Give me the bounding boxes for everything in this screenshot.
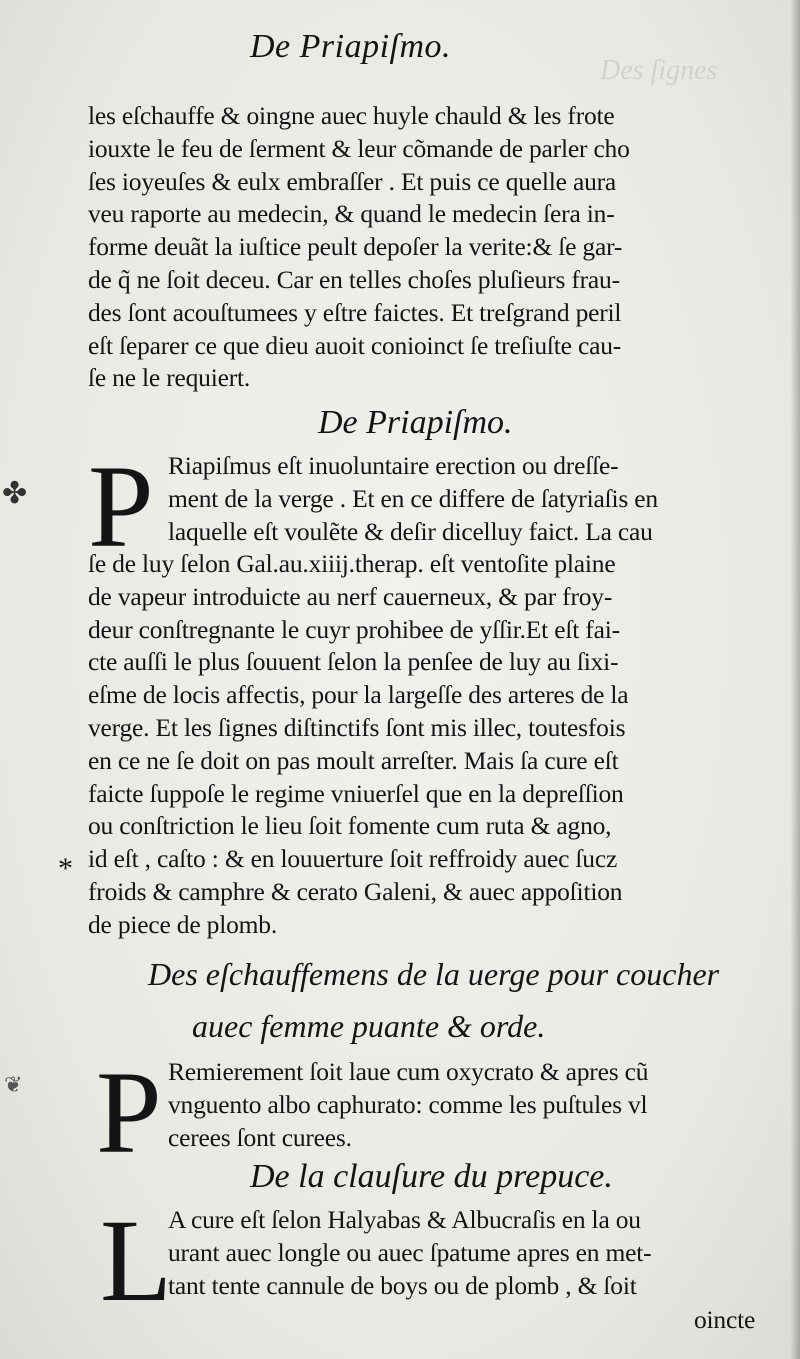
text-line: cte auſſi le plus ſouuent ſelon la penſee de luy au ſixi- xyxy=(88,647,619,677)
drop-capital: P xyxy=(88,441,154,572)
text-line: tant tente cannule de boys ou de plomb , & ſoit xyxy=(168,1270,637,1300)
section-1-body xyxy=(88,548,778,942)
text-line: les eſchauffe & oingne auec huyle chauld & les frote xyxy=(88,101,615,130)
catchword: oincte xyxy=(694,1305,756,1334)
text-line: veu raporte au medecin, & quand le medecin ſera in- xyxy=(88,199,615,229)
text-line: ſe ne le requiert. xyxy=(88,363,251,393)
text-line: Remierement ſoit laue cum oxycrato & apres cũ xyxy=(168,1057,649,1086)
text-line: faicte ſuppoſe le regime vniuerſel que en la depreſſion xyxy=(88,778,624,808)
text-line: urant auec longle ou auec ſpatume apres en met- xyxy=(168,1237,652,1267)
text-line: de piece de plomb. xyxy=(88,909,277,939)
text-line: vnguento albo caphurato: comme les puſtules vl xyxy=(168,1089,648,1119)
text-line: de q̃ ne ſoit deceu. Car en telles choſes pluſieurs frau- xyxy=(88,264,620,294)
text-line: froids & camphre & cerato Galeni, & auec appoſition xyxy=(88,876,623,906)
text-line: deur conſtregnante le cuyr prohibee de yſſir.Et eſt fai- xyxy=(88,614,620,644)
text-line: ſes ioyeuſes & eulx embraſſer . Et puis ce quelle aura xyxy=(88,166,617,196)
asterisk-mark: * xyxy=(58,852,73,885)
dropcap-lines xyxy=(168,1204,778,1302)
section-title: De Priapiſmo. xyxy=(318,404,513,441)
text-line: A cure eſt ſelon Halyabas & Albucraſis en la ou xyxy=(168,1205,641,1234)
text-line: ſe de luy ſelon Gal.au.xiiij.therap. eſt ventoſite plaine xyxy=(88,549,616,578)
show-through-text: Des ſignes xyxy=(600,55,718,86)
text-line: en ce ne ſe doit on pas moult arreſter. Mais ſa cure eſt xyxy=(88,745,619,775)
section-title: auec femme puante & orde. xyxy=(192,1008,546,1044)
text-line: iouxte le feu de ſerment & leur cõmande de parler cho xyxy=(88,133,630,163)
text-line: laquelle eſt voulẽte & deſir dicelluy faict. La cau xyxy=(168,516,653,546)
drop-capital: P xyxy=(96,1047,162,1178)
dropcap-lines xyxy=(168,1056,778,1154)
text-line: Riapiſmus eſt inuoluntaire erection ou dreſſe- xyxy=(168,451,619,480)
page-edge-shadow xyxy=(790,0,800,1359)
text-line: eſt ſeparer ce que dieu auoit conioinct ſe treſiuſte cau- xyxy=(88,330,622,360)
text-line: ou conſtriction le lieu ſoit fomente cum ruta & agno, xyxy=(88,811,612,841)
text-line: eſme de locis affectis, pour la largeſſe des arteres de la xyxy=(88,680,629,710)
paragraph-1 xyxy=(88,100,778,395)
section-title: De la clauſure du prepuce. xyxy=(250,1158,613,1195)
ornament-icon: ❦ xyxy=(4,1072,23,1097)
text-line: ment de la verge . Et en ce differe de ſatyriaſis en xyxy=(168,483,658,513)
drop-capital: L xyxy=(100,1195,173,1326)
text-line: id eſt , caſto : & en louuerture ſoit reffroidy auec ſucz xyxy=(88,844,618,874)
flower-ornament-icon: ✤ xyxy=(2,477,28,510)
text-line: forme deuãt la iuſtice peult depoſer la verite:& ſe gar- xyxy=(88,232,623,262)
running-head: De Priapiſmo. xyxy=(250,28,452,65)
text-line: des ſont acouſtumees y eſtre faictes. Et treſgrand peril xyxy=(88,297,622,327)
text-line: verge. Et les ſignes diſtinctifs ſont mis illec, toutesfois xyxy=(88,712,626,742)
text-line: de vapeur introduicte au nerf cauerneux, & par froy- xyxy=(88,581,613,611)
dropcap-lines xyxy=(168,450,778,548)
section-title: Des eſchauffemens de la uerge pour coucher xyxy=(148,956,720,992)
text-line: cerees ſont curees. xyxy=(168,1122,352,1152)
